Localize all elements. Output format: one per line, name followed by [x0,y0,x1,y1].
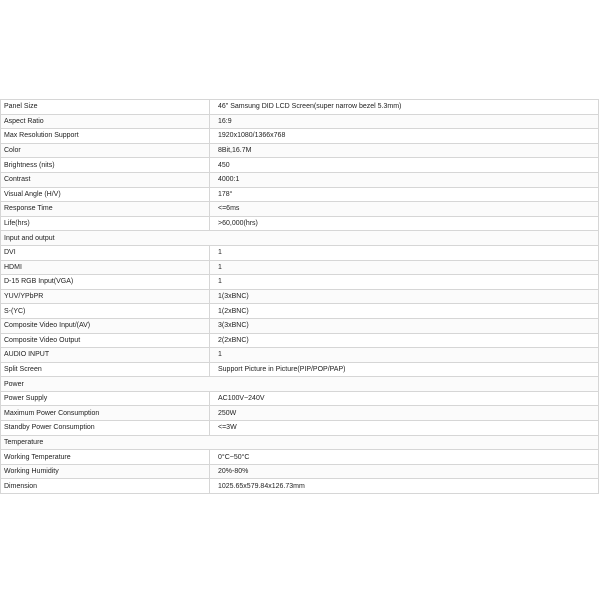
spec-label: Aspect Ratio [1,114,210,129]
spec-value: 1920x1080/1366x768 [210,129,599,144]
spec-label: Working Humidity [1,464,210,479]
spec-row [1,391,599,406]
spec-row [1,464,599,479]
spec-row [1,406,599,421]
spec-label: Power Supply [1,391,210,406]
spec-label: Dimension [1,479,210,494]
spec-table [0,99,599,494]
spec-value: 20%-80% [210,464,599,479]
spec-label: Working Temperature [1,450,210,465]
spec-value: <=6ms [210,202,599,217]
spec-value: 3(3xBNC) [210,318,599,333]
spec-value: 450 [210,158,599,173]
spec-label: Composite Video Output [1,333,210,348]
spec-value: Support Picture in Picture(PIP/POP/PAP) [210,362,599,377]
spec-section-row [1,231,599,246]
spec-row [1,479,599,494]
spec-row [1,202,599,217]
spec-row [1,187,599,202]
spec-row [1,304,599,319]
spec-label: D-15 RGB Input(VGA) [1,275,210,290]
spec-label: DVI [1,245,210,260]
spec-label: Visual Angle (H/V) [1,187,210,202]
spec-section-row [1,435,599,450]
spec-row [1,143,599,158]
spec-value: 1(3xBNC) [210,289,599,304]
spec-value: 1025.65x579.84x126.73mm [210,479,599,494]
spec-row [1,114,599,129]
spec-row [1,100,599,115]
spec-row [1,333,599,348]
spec-value: 1 [210,275,599,290]
spec-row [1,275,599,290]
spec-section-row [1,377,599,392]
spec-row [1,318,599,333]
spec-value: 46" Samsung DID LCD Screen(super narrow bezel 5.3mm) [210,100,599,115]
spec-row [1,362,599,377]
spec-section-title: Power [1,377,599,392]
spec-label: Brightness (nits) [1,158,210,173]
spec-value: 1 [210,348,599,363]
spec-value: >60,000(hrs) [210,216,599,231]
spec-section-title: Input and output [1,231,599,246]
spec-label: AUDIO INPUT [1,348,210,363]
spec-row [1,421,599,436]
spec-label: Life(hrs) [1,216,210,231]
spec-row [1,172,599,187]
spec-table-body [1,100,599,494]
spec-value: 0°C~50°C [210,450,599,465]
spec-value: 1 [210,260,599,275]
spec-label: Panel Size [1,100,210,115]
spec-label: YUV/YPbPR [1,289,210,304]
spec-label: S-(YC) [1,304,210,319]
spec-value: AC100V~240V [210,391,599,406]
spec-label: Contrast [1,172,210,187]
spec-row [1,289,599,304]
spec-value: 250W [210,406,599,421]
spec-value: 1 [210,245,599,260]
spec-label: Composite Video Input/(AV) [1,318,210,333]
spec-value: <=3W [210,421,599,436]
spec-row [1,245,599,260]
spec-label: Standby Power Consumption [1,421,210,436]
spec-row [1,348,599,363]
spec-value: 178° [210,187,599,202]
spec-value: 1(2xBNC) [210,304,599,319]
spec-row [1,260,599,275]
spec-value: 8Bit,16.7M [210,143,599,158]
spec-label: Color [1,143,210,158]
spec-value: 2(2xBNC) [210,333,599,348]
spec-label: Max Resolution Support [1,129,210,144]
spec-row [1,129,599,144]
spec-label: HDMI [1,260,210,275]
spec-value: 4000:1 [210,172,599,187]
spec-label: Split Screen [1,362,210,377]
spec-label: Response Time [1,202,210,217]
spec-section-title: Temperature [1,435,599,450]
spec-row [1,158,599,173]
spec-row [1,216,599,231]
spec-row [1,450,599,465]
spec-label: Maximum Power Consumption [1,406,210,421]
spec-value: 16:9 [210,114,599,129]
